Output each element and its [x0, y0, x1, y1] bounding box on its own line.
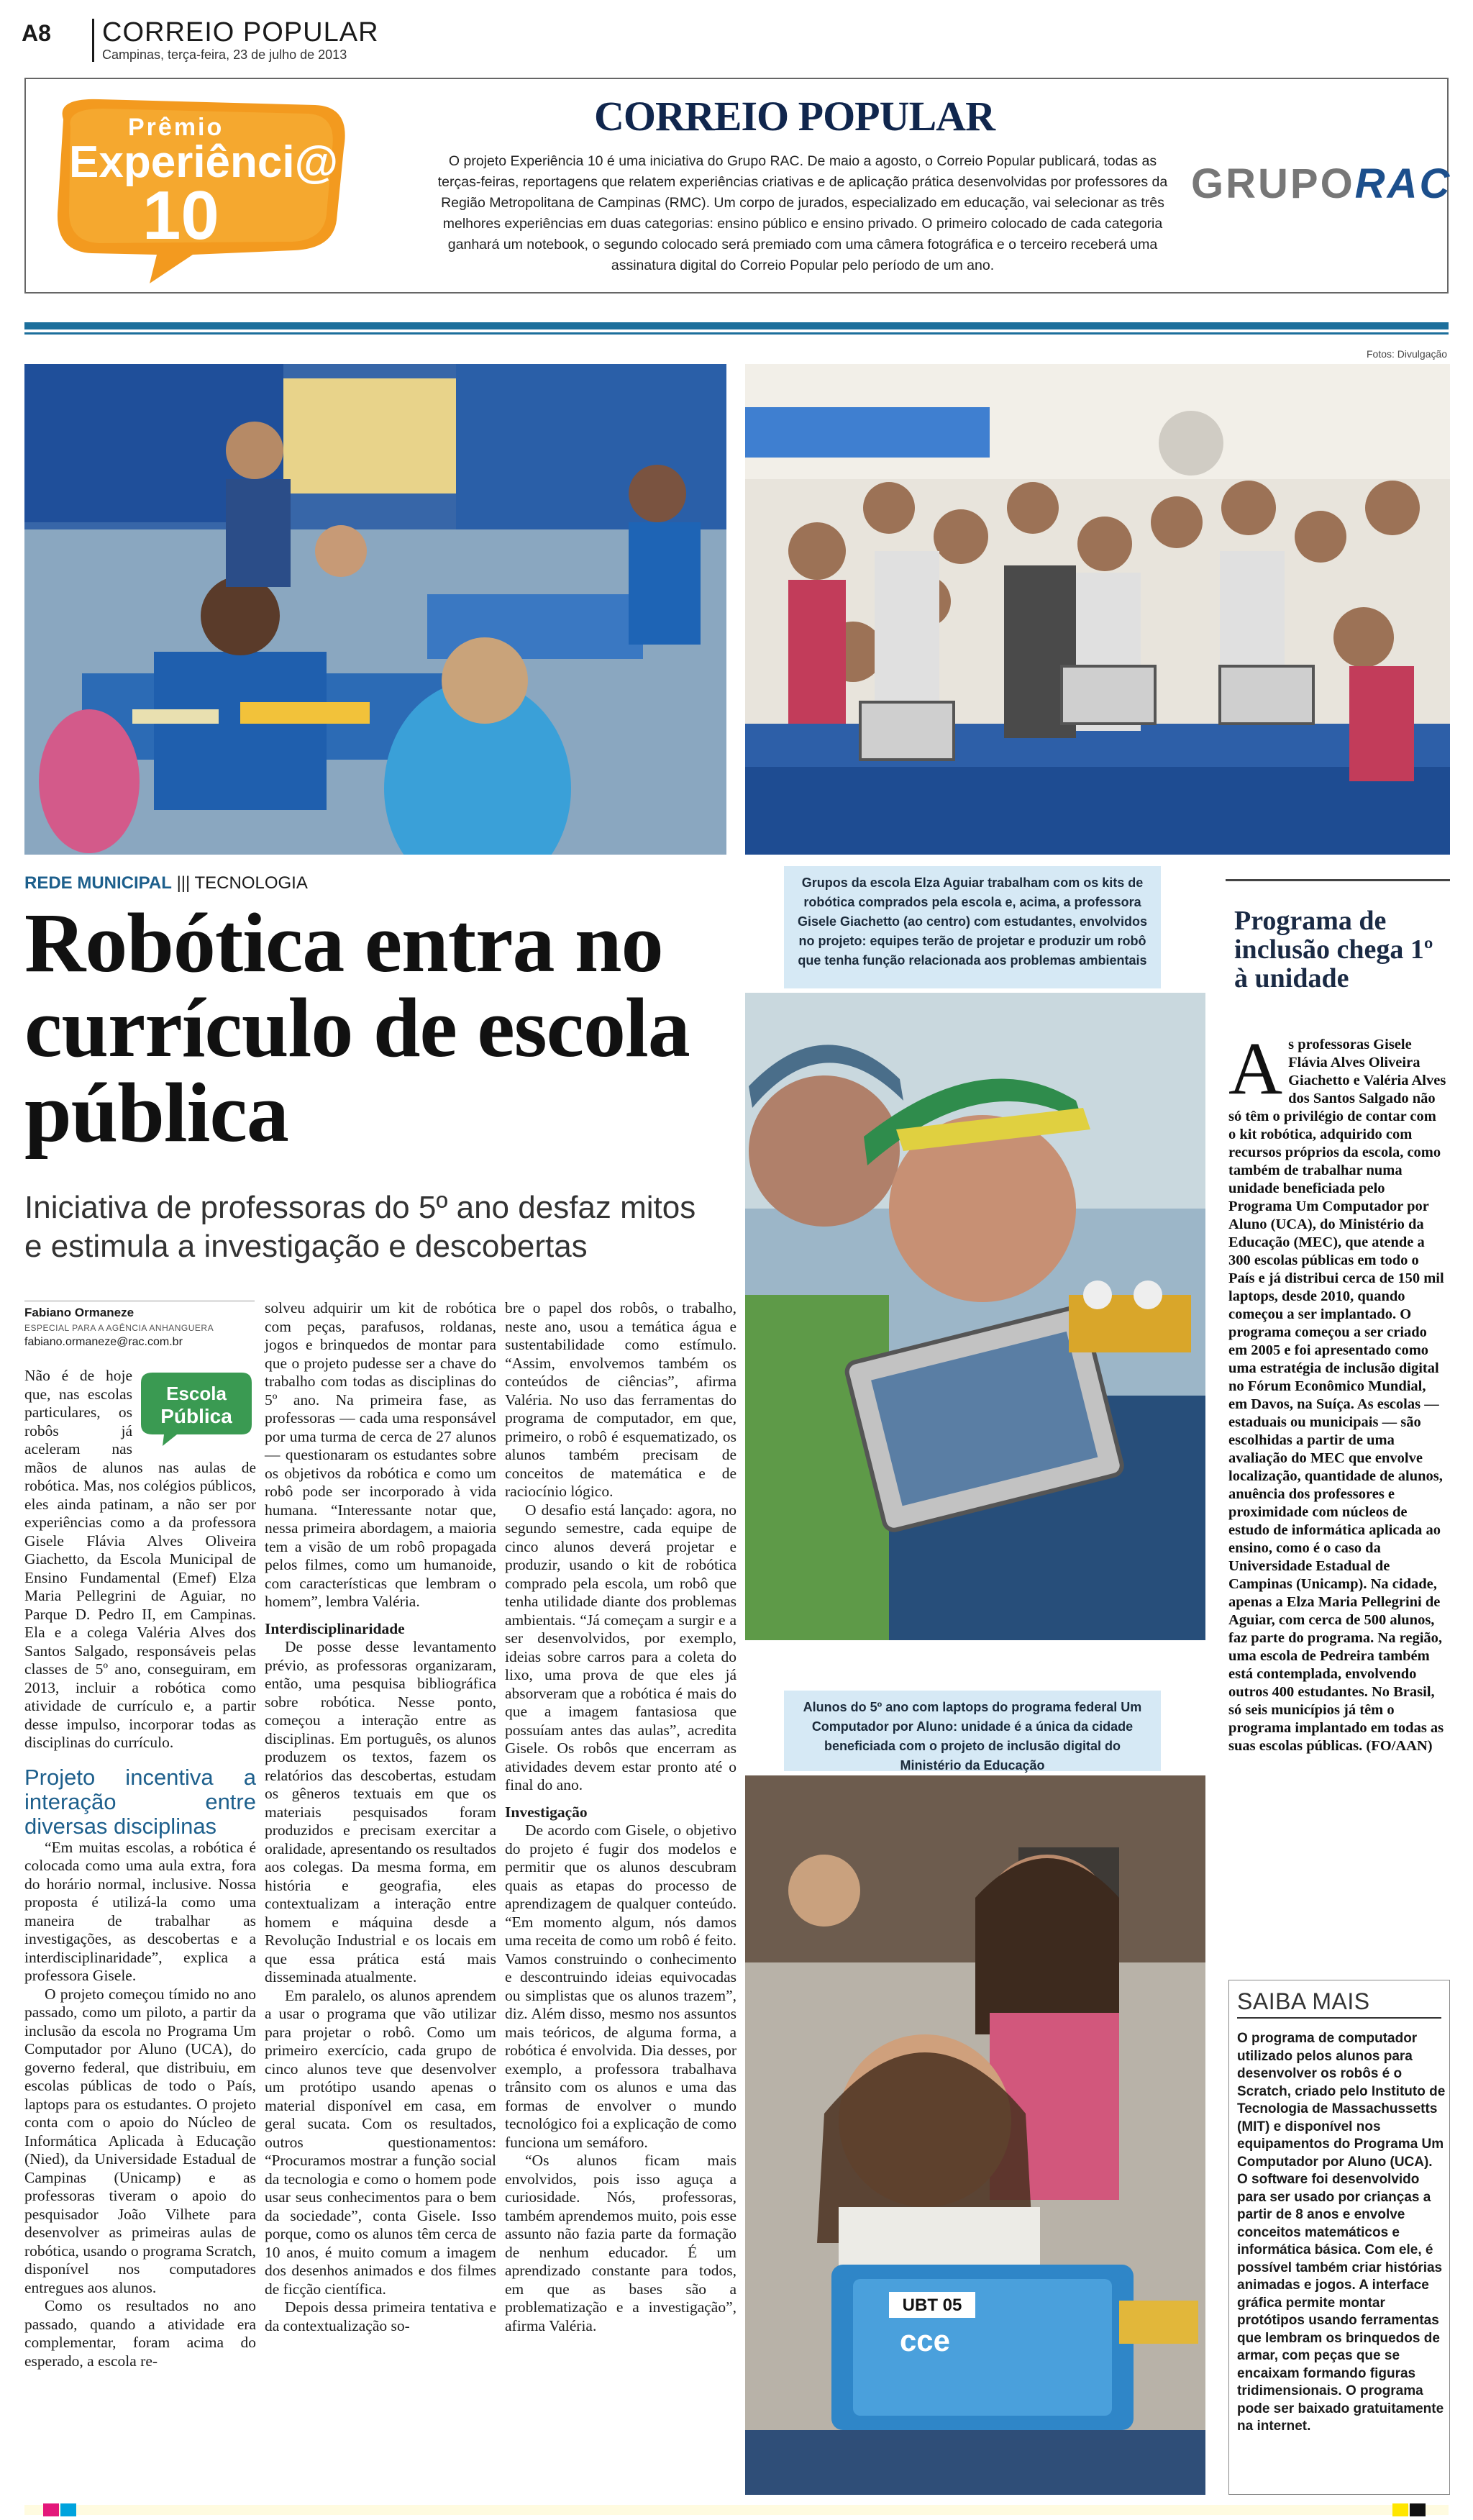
photo-classroom-robotics	[24, 364, 726, 855]
svg-text:Escola: Escola	[166, 1383, 227, 1404]
column-subhead: Interdisciplinaridade	[265, 1619, 405, 1637]
registration-mark-cyan	[60, 2503, 76, 2516]
drop-cap: A	[1228, 1027, 1283, 1110]
page-number: A8	[22, 20, 51, 46]
paragraph: Em paralelo, os alunos aprendem a usar o programa que vão utilizar para projetar o robô. Como um primeiro exercício, cada grupo de cinco alunos teve que desenvolver um protótipo usando apenas o material disponível em casa, em geral sucata. Com os resultados, outros questionamentos: “Procuramos mostrar a função social da tecnologia e como o homem pode usar seus conhecimentos para o bem da sociedade”, conta Gisele. Isso porque, como os alunos têm cerca de 10 anos, é muito comum a imagem dos desenhos animados e dos filmes de ficção científica.	[265, 1986, 496, 2298]
grupo-rac-logo: GRUPORAC	[1191, 160, 1452, 207]
award-line1: Prêmio	[128, 114, 224, 141]
registration-mark-black	[1410, 2503, 1426, 2516]
article-column-2	[265, 1299, 496, 2335]
article-subheading: Projeto incentiva a interação entre diversas disciplinas	[24, 1764, 256, 1839]
correio-popular-logo: CORREIO POPULAR	[594, 93, 995, 140]
author-email: fabiano.ormaneze@rac.com.br	[24, 1336, 183, 1348]
laptop-tag: UBT 05	[902, 2296, 962, 2315]
section-kicker: REDE MUNICIPAL ||| TECNOLOGIA	[24, 873, 308, 893]
svg-text:Pública: Pública	[160, 1405, 232, 1427]
paragraph: De posse desse levantamento prévio, as professoras organizaram, então, uma pesquisa bibliográfica sobre robótica. Nesse ponto, começou a interação entre as disciplinas. Em português, os alunos produzem os textos, fazem os relatórios das descobertas, estudam os gêneros textuais em que os materiais pesquisados foram produzidos e precisam exercitar a oralidade, apresentando os resultados aos colegas. Da mesma forma, em história e geografia, eles contextualizam a interação entre homem e máquina desde a Revolução Industrial e os locais em que essa prática está mais disseminada atualmente.	[265, 1638, 496, 1985]
saiba-mais-title: SAIBA MAIS	[1237, 1988, 1370, 2014]
paragraph: Depois dessa primeira tentativa e da contextualização so-	[265, 2298, 496, 2334]
promo-box	[24, 78, 1452, 294]
photo-group-students	[745, 364, 1450, 855]
paragraph: Como os resultados no ano passado, quando a atividade era complementar, foram acima do esperado, a escola re-	[24, 2297, 256, 2370]
author-role: ESPECIAL PARA A AGÊNCIA ANHANGUERA	[24, 1323, 214, 1333]
article-headline: Robótica entra no currículo de escola pública	[24, 896, 690, 1160]
date-line: Campinas, terça-feira, 23 de julho de 2013	[102, 47, 347, 62]
photo-girls-laptop	[745, 1775, 1205, 2495]
photo-credit: Fotos: Divulgação	[1367, 348, 1448, 360]
saiba-mais-rule	[1237, 2017, 1441, 2019]
article-intro: Não é de hoje que, nas escolas particulares, os robôs já aceleram nas mãos de alunos nas aulas de robótica. Mas, nos colégios públicos, eles ainda patinam, a não ser por experiências como a da professora Gisele Flávia Alves Oliveira Giachetto, da Escola Municipal de Ensino Fundamental (Emef) Elza Maria Pellegrini de Aguiar, no Parque D. Pedro II, em Campinas. Ela e a colega Valéria Alves dos Santos Salgado, responsáveis pelas classes de 5º ano, conseguiram, em 2013, incluir a robótica como atividade de currículo e, a partir desse impulso, incorporar todas as disciplinas do currículo.	[24, 1367, 256, 1751]
paragraph: O desafio está lançado: agora, no segundo semestre, cada equipe de cinco alunos deverá projetar e produzir, usando o kit de robótica comprado pela escola, um robô que tenha utilidade diante dos problemas ambientais. “Já começam a surgir e a ser desenvolvidos, por exemplo, ideias sobre carros para a coleta do lixo, uma prova de que eles já absorveram que a robótica é mais do que a imagem fantasiosa que possuíam antes das aulas”, acredita Gisele. Os robôs que encerram as atividades devem estar pronto até o final do ano.	[505, 1501, 736, 1793]
paragraph: O projeto começou tímido no ano passado, como um piloto, a partir da inclusão da escola no Programa Um Computador por Aluno (UCA), do governo federal, que distribuiu, em escolas públicas de todo o País, laptops para os estudantes. O projeto conta com o apoio do Núcleo de Informática Aplicada à Educação (Nied), da Universidade Estadual de Campinas (Unicamp) e as professoras tiveram o apoio do pesquisador João Vilhete para desenvolver as primeiras aulas de robótica, usando o programa Scratch, disponível nos computadores entregues aos alunos.	[24, 1985, 256, 2296]
sidebar-rule	[1226, 879, 1450, 881]
paragraph: De acordo com Gisele, o objetivo do projeto é fugir dos modelos e permitir que os alunos descubram quais as etapas do processo de aprendizagem de qualquer conteúdo. “Em momento algum, nós damos uma receita de como um robô é feito. Vamos construindo o conhecimento e descontruindo ideias equivocadas ou simplistas que os alunos trazem”, diz. Além disso, mesmo nos assuntos mais teóricos, de alguma forma, a robótica é envolvida. Dia desses, por exemplo, a professora trabalhava trânsito com os alunos e uma das formas de envolver o mundo tecnológico foi a explicação de como funciona um semáforo.	[505, 1821, 736, 2151]
sidebar-title: Programa de inclusão chega 1º à unidade	[1234, 906, 1433, 993]
author-name: Fabiano Ormaneze	[24, 1306, 134, 1319]
header-divider	[92, 19, 94, 62]
laptop-brand: cce	[899, 2324, 951, 2357]
paragraph: “Os alunos ficam mais envolvidos, pois isso aguça a curiosidade. Nós, professoras, também aprendemos muito, pois esse assunto não fazia parte da formação de nenhum educador. É um aprendizado constante para todos, em que as bases são a problematização e a investigação”, afirma Valéria.	[505, 2152, 736, 2334]
award-line2: Experiênci@	[69, 137, 339, 187]
award-line3: 10	[142, 177, 219, 254]
paragraph: “Em muitas escolas, a robótica é colocada como uma aula extra, fora do horário normal, inclusive. Nossa proposta é utilizá-la como uma maneira de trabalhar as investigações, as descobertas e a interdisciplinaridade”, explica a professora Gisele.	[24, 1838, 256, 1984]
photo-boys-laptop	[745, 993, 1205, 1640]
registration-mark-yellow	[1392, 2503, 1408, 2516]
bottom-bar	[24, 2505, 1449, 2515]
photo-caption-middle: Alunos do 5º ano com laptops do programa federal Um Computador por Aluno: unidade é a única da cidade beneficiada com o projeto de inclusão digital do Ministério da Educação	[784, 1691, 1161, 1771]
award-logo	[42, 91, 358, 285]
promo-description: O projeto Experiência 10 é uma iniciativa do Grupo RAC. De maio a agosto, o Correio Popular publicará, todas as terças-feiras, reportagens que relatem experiências criativas e de aplicação prática desenvolvidas por professores da Região Metropolitana de Campinas (RMC). Um corpo de jurados, especializado em educação, vai selecionar as três melhores experiências em duas categorias: ensino público e ensino privado. O primeiro colocado de cada categoria ganhará um notebook, o segundo colocado será premiado com uma câmera fotográfica e o terceiro receberá uma assinatura digital do Correio Popular pelo período de um ano.	[437, 153, 1168, 273]
newspaper-name: CORREIO POPULAR	[102, 17, 379, 47]
section-rule-thick	[24, 322, 1449, 329]
registration-mark-magenta	[43, 2503, 59, 2516]
section-rule-thin	[24, 332, 1449, 335]
byline	[24, 1301, 255, 1349]
sidebar-body: As professoras Gisele Flávia Alves Oliveira Giachetto e Valéria Alves dos Santos Salgado não só têm o privilégio de contar com o kit robótica, adquirido com recursos próprios da escola, como também de trabalhar numa unidade beneficiada pelo Programa Um Computador por Aluno (UCA), do Ministério da Educação (MEC), que atende a 300 escolas públicas em todo o País e já distribui cerca de 150 mil laptops, desde 2010, quando começou a ser implantado. O programa começou a ser criado em 2005 e foi apresentado como uma estratégia de inclusão digital no Fórum Econômico Mundial, em Davos, na Suíça. As escolas — estaduais ou municipais — são escolhidas a partir de uma avaliação do MEC que envolve localização, quantidade de alunos, anuência dos professores e proximidade com núcleos de estudo de informática aplicada ao ensino, como é o caso da Universidade Estadual de Campinas (Unicamp). Na cidade, apenas a Elza Maria Pellegrini de Aguiar, com cerca de 500 alunos, faz parte do programa. Na região, uma escola de Pedreira também está contemplada, envolvendo outros 400 estudantes. No Brasil, só seis municípios já têm o programa implantado em todas as suas escolas públicas. (FO/AAN)	[1228, 1027, 1446, 1754]
paragraph: bre o papel dos robôs, o trabalho, neste ano, usou a temática água e sustentabilidade como estímulo. “Assim, envolvemos também os conteúdos de ciências”, afirma Valéria. No uso das ferramentas do programa de computador, em que, primeiro, o robô é esquematizado, os alunos também precisam de conceitos de matemática e de raciocínio lógico.	[505, 1299, 736, 1500]
photo-caption-top: Grupos da escola Elza Aguiar trabalham com os kits de robótica comprados pela escola e, acima, a professora Gisele Giachetto (ao centro) com estudantes, envolvidos no projeto: equipes terão de projetar e produzir um robô que tenha função relacionada aos problemas ambientais	[784, 866, 1161, 988]
paragraph: solveu adquirir um kit de robótica com peças, parafusos, roldanas, jogos e brinquedos de montar para que o projeto pudesse ser a chave do trabalho com todas as disciplinas do 5º ano. Na primeira fase, as professoras — cada uma responsável por uma turma de cerca de 27 alunos — questionaram os estudantes sobre os objetivos da robótica e como um robô pode ser incorporado à vida humana. “Interessante notar que, nessa primeira abordagem, a maioria tem a visão de um robô propagada pelos filmes, como um humanoide, com características que lembram o homem”, lembra Valéria.	[265, 1299, 496, 1610]
column-subhead: Investigação	[505, 1803, 588, 1821]
article-column-3	[505, 1299, 736, 2335]
saiba-mais-text: O programa de computador utilizado pelos alunos para desenvolver os robôs é o Scratch, criado pelo Instituto de Tecnologia de Massachussetts (MIT) e disponível nos equipamentos do Programa Um Computador por Aluno (UCA). O software foi desenvolvido para ser usado por crianças a partir de 8 anos e envolve conceitos matemáticos e informática básica. Com ele, é possível também criar histórias animadas e jogos. A interface gráfica permite montar protótipos usando ferramentas que lembram os brinquedos de armar, com peças que se encaixam formando figuras tridimensionais. O programa pode ser baixado gratuitamente na internet.	[1237, 2031, 1446, 2434]
article-column-1	[24, 1367, 256, 2370]
article-subhead: Iniciativa de professoras do 5º ano desfaz mitos e estimula a investigação e descobertas	[24, 1190, 696, 1264]
